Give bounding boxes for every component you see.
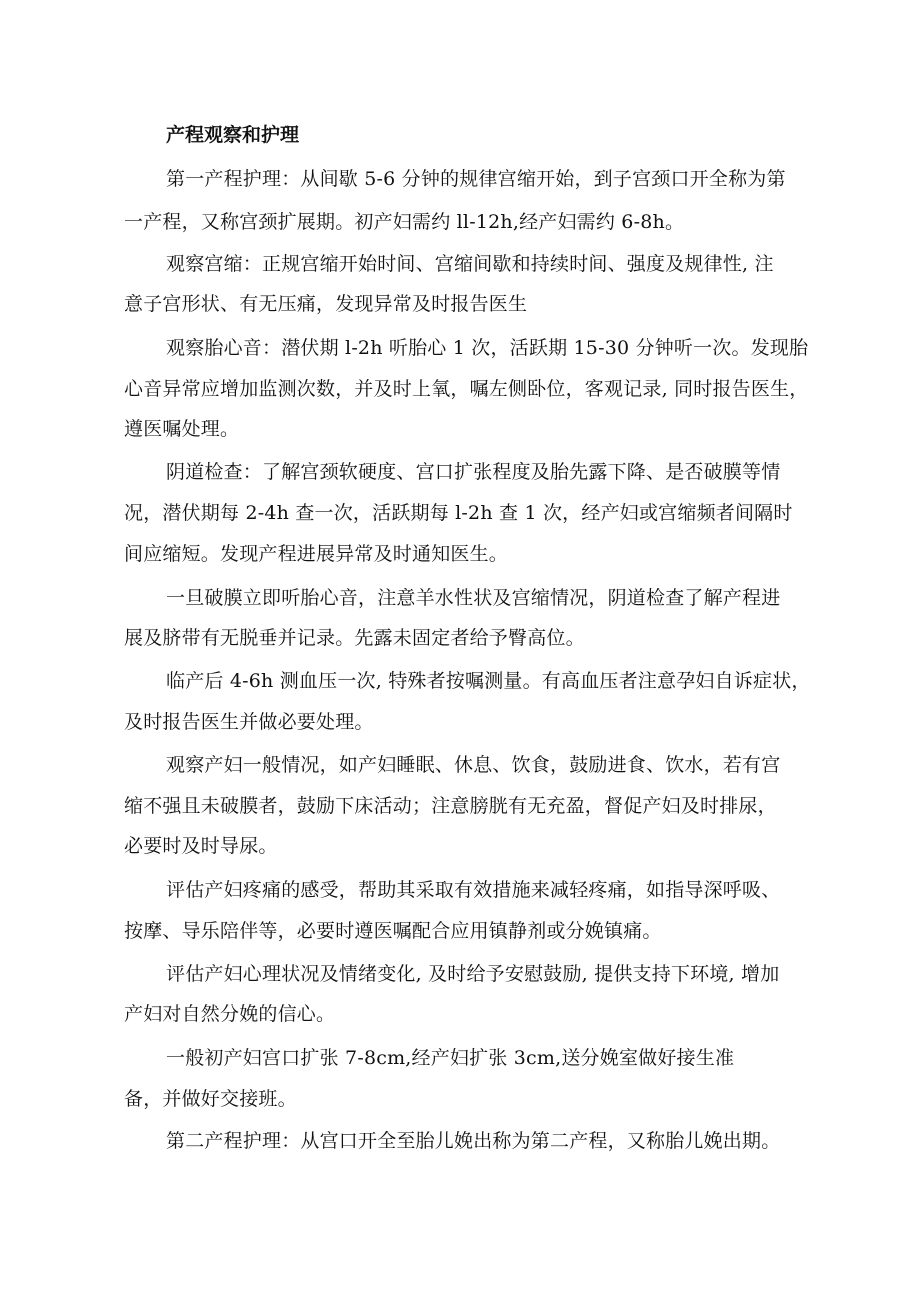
text-line: 意子宫形状、有无压痛，发现异常及时报告医生 [124, 293, 528, 315]
text-line: 观察宫缩：正规宫缩开始时间、宫缩间歇和持续时间、强度及规律性, 注 [166, 253, 774, 275]
text-line: 一产程，又称宫颈扩展期。初产妇需约 ll-12h,经产妇需约 6-8h。 [124, 211, 685, 233]
text-line: 况，潜伏期每 2-4h 查一次，活跃期每 l-2h 查 1 次，经产妇或宫缩频者间隔时 [124, 502, 793, 524]
text-line: 产妇对自然分娩的信心。 [124, 1003, 336, 1025]
text-line: 遵医嘱处理。 [124, 418, 240, 440]
text-line: 一旦破膜立即听胎心音，注意羊水性状及宫缩情况，阴道检查了解产程进 [166, 587, 781, 609]
text-line: 缩不强且未破膜者，鼓励下床活动；注意膀胱有无充盈，督促产妇及时排尿， [124, 795, 777, 817]
page-title: 产程观察和护理 [166, 124, 300, 146]
text-line: 及时报告医生并做必要处理。 [124, 711, 374, 733]
text-line: 备，并做好交接班。 [124, 1088, 297, 1110]
text-line: 间应缩短。发现产程进展异常及时通知医生。 [124, 543, 509, 565]
text-line: 观察产妇一般情况，如产妇睡眠、休息、饮食，鼓励进食、饮水，若有宫 [166, 754, 781, 776]
text-line: 观察胎心音：潜伏期 l-2h 听胎心 1 次，活跃期 15-30 分钟听一次。发现胎 [166, 337, 809, 359]
text-line: 心音异常应增加监测次数，并及时上氧，嘱左侧卧位，客观记录, 同时报告医生， [124, 378, 809, 400]
text-line: 第二产程护理：从宫口开全至胎儿娩出称为第二产程，又称胎儿娩出期。 [166, 1130, 781, 1152]
text-line: 必要时及时导尿。 [124, 835, 278, 857]
text-line: 评估产妇心理状况及情绪变化, 及时给予安慰鼓励, 提供支持下环境, 增加 [166, 963, 780, 985]
text-line: 第一产程护理：从间歇 5-6 分钟的规律宫缩开始，到子宫颈口开全称为第 [166, 168, 786, 190]
text-line: 临产后 4-6h 测血压一次, 特殊者按嘱测量。有高血压者注意孕妇自诉症状， [166, 670, 811, 692]
text-line: 展及脐带有无脱垂并记录。先露未固定者给予臀高位。 [124, 627, 585, 649]
text-line: 一般初产妇宫口扩张 7-8cm,经产妇扩张 3cm,送分娩室做好接生准 [166, 1047, 735, 1069]
text-line: 阴道检查：了解宫颈软硬度、宫口扩张程度及胎先露下降、是否破膜等情 [166, 461, 781, 483]
text-line: 评估产妇疼痛的感受，帮助其采取有效措施来减轻疼痛，如指导深呼吸、 [166, 879, 781, 901]
text-line: 按摩、导乐陪伴等，必要时遵医嘱配合应用镇静剂或分娩镇痛。 [124, 920, 662, 942]
